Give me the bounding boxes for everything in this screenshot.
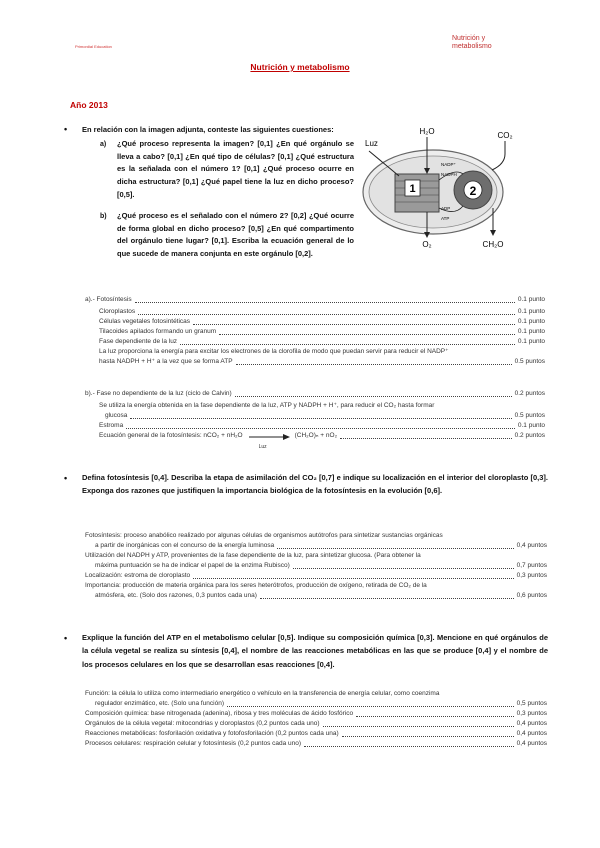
answer-a-head (85, 295, 545, 305)
answer-b-head-points: 0.2 puntos (514, 390, 545, 397)
q2-imp-text: atmósfera, etc. (Solo dos razones, 0,3 puntos cada una) (95, 592, 257, 599)
answer-row-text: Fase dependiente de la luz (99, 338, 178, 345)
answer-row-points: 0.1 punto (517, 308, 545, 315)
answer-b-glucose-points: 0.5 puntos (514, 412, 545, 419)
q3-text: Explique la función del ATP en el metabolismo celular [0,5]. Indique su composición química [0,3]. Mencione en qué orgánulos de la célula vegetal se realiza su síntesis [0,4], el nombre de las reacciones metabólicas en las que se produce [0,4] y el nombre de los procesos celulares en los que se desarrollan esas reacciones [0,4]. (82, 633, 548, 669)
q2-imp-line1: Importancia: producción de materia orgánica para los seres heterótrofos, producción de oxígeno, retirada de CO₂ de la (85, 582, 427, 589)
equation-arrow-label: Luz (258, 444, 267, 450)
answer-b-line2 (99, 411, 545, 421)
label-adp: ADP (441, 206, 451, 211)
q3-func-text: regulador enzimático, etc. (Solo una función) (95, 700, 224, 707)
answer-row-text: Orgánulos de la célula vegetal: mitocondrias y cloroplastos (0,2 puntos cada uno) (85, 720, 320, 727)
answer-row-text: Composición química: base nitrogenada (adenina), ribosa y tres moléculas de ácido fosfórico (85, 710, 354, 717)
answer-row (99, 307, 545, 317)
equation-points: 0.2 puntos (514, 432, 545, 439)
answer-a-head-text: a).- Fotosíntesis (85, 296, 132, 303)
answer-light-text: hasta NADPH + H⁺ a la vez que se forma ATP (99, 358, 233, 365)
label-ch2o: CH₂O (482, 240, 504, 249)
q2-imp-line2 (85, 591, 547, 601)
year-heading: Año 2013 (70, 100, 108, 110)
label-nadph: NADPH (441, 172, 457, 177)
header-logo-text: Primordial Education (75, 44, 112, 49)
answer-light-line2 (99, 357, 545, 367)
answer-row (85, 719, 547, 729)
answer-b-head-text: b).- Fase no dependiente de la luz (ciclo de Calvin) (85, 390, 232, 397)
answer-row (99, 337, 545, 347)
q3-func-points: 0,5 puntos (516, 700, 547, 707)
q2-loc-text: Localización: estroma de cloroplasto (85, 572, 191, 579)
answer-row (85, 739, 547, 749)
equation-right: (CH₂O)ₙ + nO₂ (294, 432, 338, 439)
q2-use-line1: Utilización del NADPH y ATP, provenientes de la fase dependiente de la luz, para sintetizar glucosa. (Para obtener la (85, 552, 421, 559)
answer-row-points: 0,4 puntos (516, 720, 547, 727)
equation-left: Ecuación general de la fotosíntesis: nCO₂ + nH₂O (99, 432, 243, 439)
answer-row (99, 317, 545, 327)
bullet-q1: • (64, 124, 68, 134)
label-o2: O₂ (422, 240, 432, 249)
q3-func-line2 (85, 699, 547, 709)
q2-use-line2 (85, 561, 547, 571)
q2-answers (85, 531, 547, 601)
q2-text: Defina fotosíntesis [0,4]. Describa la etapa de asimilación del CO₂ [0,7] e indique su localización en el interior del cloroplasto [0,3]. Exponga dos razones que justifiquen la importancia biológica de la fotosíntesis en la evolución [0,6]. (82, 473, 548, 496)
bullet-q2: • (64, 473, 68, 483)
q1-b-text: ¿Qué proceso es el señalado con el número 2? [0,2] ¿Qué ocurre de forma global en dicho proceso? [0,5] ¿En qué compartimento del orgánulo tiene lugar? [0,1]. Escriba la ecuación general de lo que sucede de manera conjunta en este orgánulo [0,2]. (117, 211, 354, 259)
q3-answers (85, 689, 547, 749)
answer-row (85, 729, 547, 739)
label-co2: CO₂ (497, 131, 513, 140)
label-nadp: NADP⁺ (441, 162, 456, 167)
answer-row-points: 0,3 puntos (516, 710, 547, 717)
q2-def-line2 (85, 541, 547, 551)
arrow-right-icon (247, 433, 291, 441)
q1-intro: En relación con la imagen adjunta, conteste las siguientes cuestiones: (82, 125, 334, 134)
q2-loc-points: 0,3 puntos (516, 572, 547, 579)
page-title: Nutrición y metabolismo (250, 62, 350, 72)
header-topic: Nutrición y metabolismo (452, 35, 492, 50)
equation-arrow (247, 433, 291, 450)
answer-row-text: Células vegetales fotosintéticas (99, 318, 191, 325)
answer-b-line1: Se utiliza la energía obtenida en la fase dependiente de la luz, ATP y NADPH + H⁺, para reducir el CO₂ hasta formar (99, 402, 435, 409)
label-number-2: 2 (469, 184, 477, 198)
answer-row-points: 0.1 punto (517, 328, 545, 335)
answer-a-head-points: 0.1 punto (517, 296, 545, 303)
q1-b-label: b) (100, 213, 107, 220)
answer-row (85, 709, 547, 719)
label-h2o: H₂O (419, 127, 435, 136)
q2-def-points: 0,4 puntos (516, 542, 547, 549)
label-luz: Luz (365, 139, 378, 148)
answer-b-head (85, 389, 545, 399)
q2-def-text: a partir de inorgánicas con el concurso de la energía luminosa (95, 542, 275, 549)
answer-b-rows (99, 401, 545, 450)
answer-row-points: 0,4 puntos (516, 730, 547, 737)
answer-row-text: Procesos celulares: respiración celular y fotosíntesis (0,2 puntos cada uno) (85, 740, 302, 747)
q2-imp-points: 0,6 puntos (516, 592, 547, 599)
answer-row-points: 0.1 punto (517, 318, 545, 325)
answer-row-text: Cloroplastos (99, 308, 136, 315)
answer-b-stroma-text: Estroma (99, 422, 124, 429)
label-number-1: 1 (409, 183, 416, 195)
answer-b-stroma-points: 0.1 punto (517, 422, 545, 429)
answer-row-points: 0,4 puntos (516, 740, 547, 747)
answer-light-points: 0.5 puntos (514, 358, 545, 365)
answer-light-line1: La luz proporciona la energía para excitar los electrones de la clorofila de modo que puedan servir para reducir el NADP⁺ (99, 348, 449, 355)
answer-row (99, 327, 545, 337)
answer-row-text: Reacciones metabólicas: fosforilación oxidativa y fotofosforilación (0,2 puntos cada una) (85, 730, 339, 737)
q1-a-text: ¿Qué proceso representa la imagen? [0,1] ¿En qué orgánulo se lleva a cabo? [0,1] ¿En qué tipo de células? [0,1] ¿Qué estructura es la señalada con el número 1? [0,1] ¿Qué proceso ocurre en dicha estructura? [0,1] ¿Qué papel tiene la luz en dicho proceso? [0,5]. (117, 139, 354, 199)
answer-b-stroma (99, 421, 545, 431)
chloroplast-diagram (355, 124, 525, 254)
answer-a-rows (99, 307, 545, 367)
label-atp: ATP (441, 216, 450, 221)
q2-use-text: máxima puntuación se ha de indicar el papel de la enzima Rubisco) (95, 562, 290, 569)
answer-b-glucose: glucosa (105, 412, 128, 419)
q2-def-line1: Fotosíntesis: proceso anabólico realizado por algunas células de organismos autótrofos para sintetizar sustancias orgánicas (85, 532, 443, 539)
q2-loc (85, 571, 547, 581)
answer-b-equation (99, 431, 545, 450)
q3-func-line1: Función: la célula lo utiliza como intermediario energético o vehículo en la transferencia de energía celular, como coenzima (85, 690, 440, 697)
bullet-q3: • (64, 633, 68, 643)
answer-row-points: 0.1 punto (517, 338, 545, 345)
q1-a-label: a) (100, 141, 107, 148)
answer-row-text: Tilacoides apilados formando un granum (99, 328, 217, 335)
arrow-co2 (492, 141, 505, 170)
q2-use-points: 0,7 puntos (516, 562, 547, 569)
